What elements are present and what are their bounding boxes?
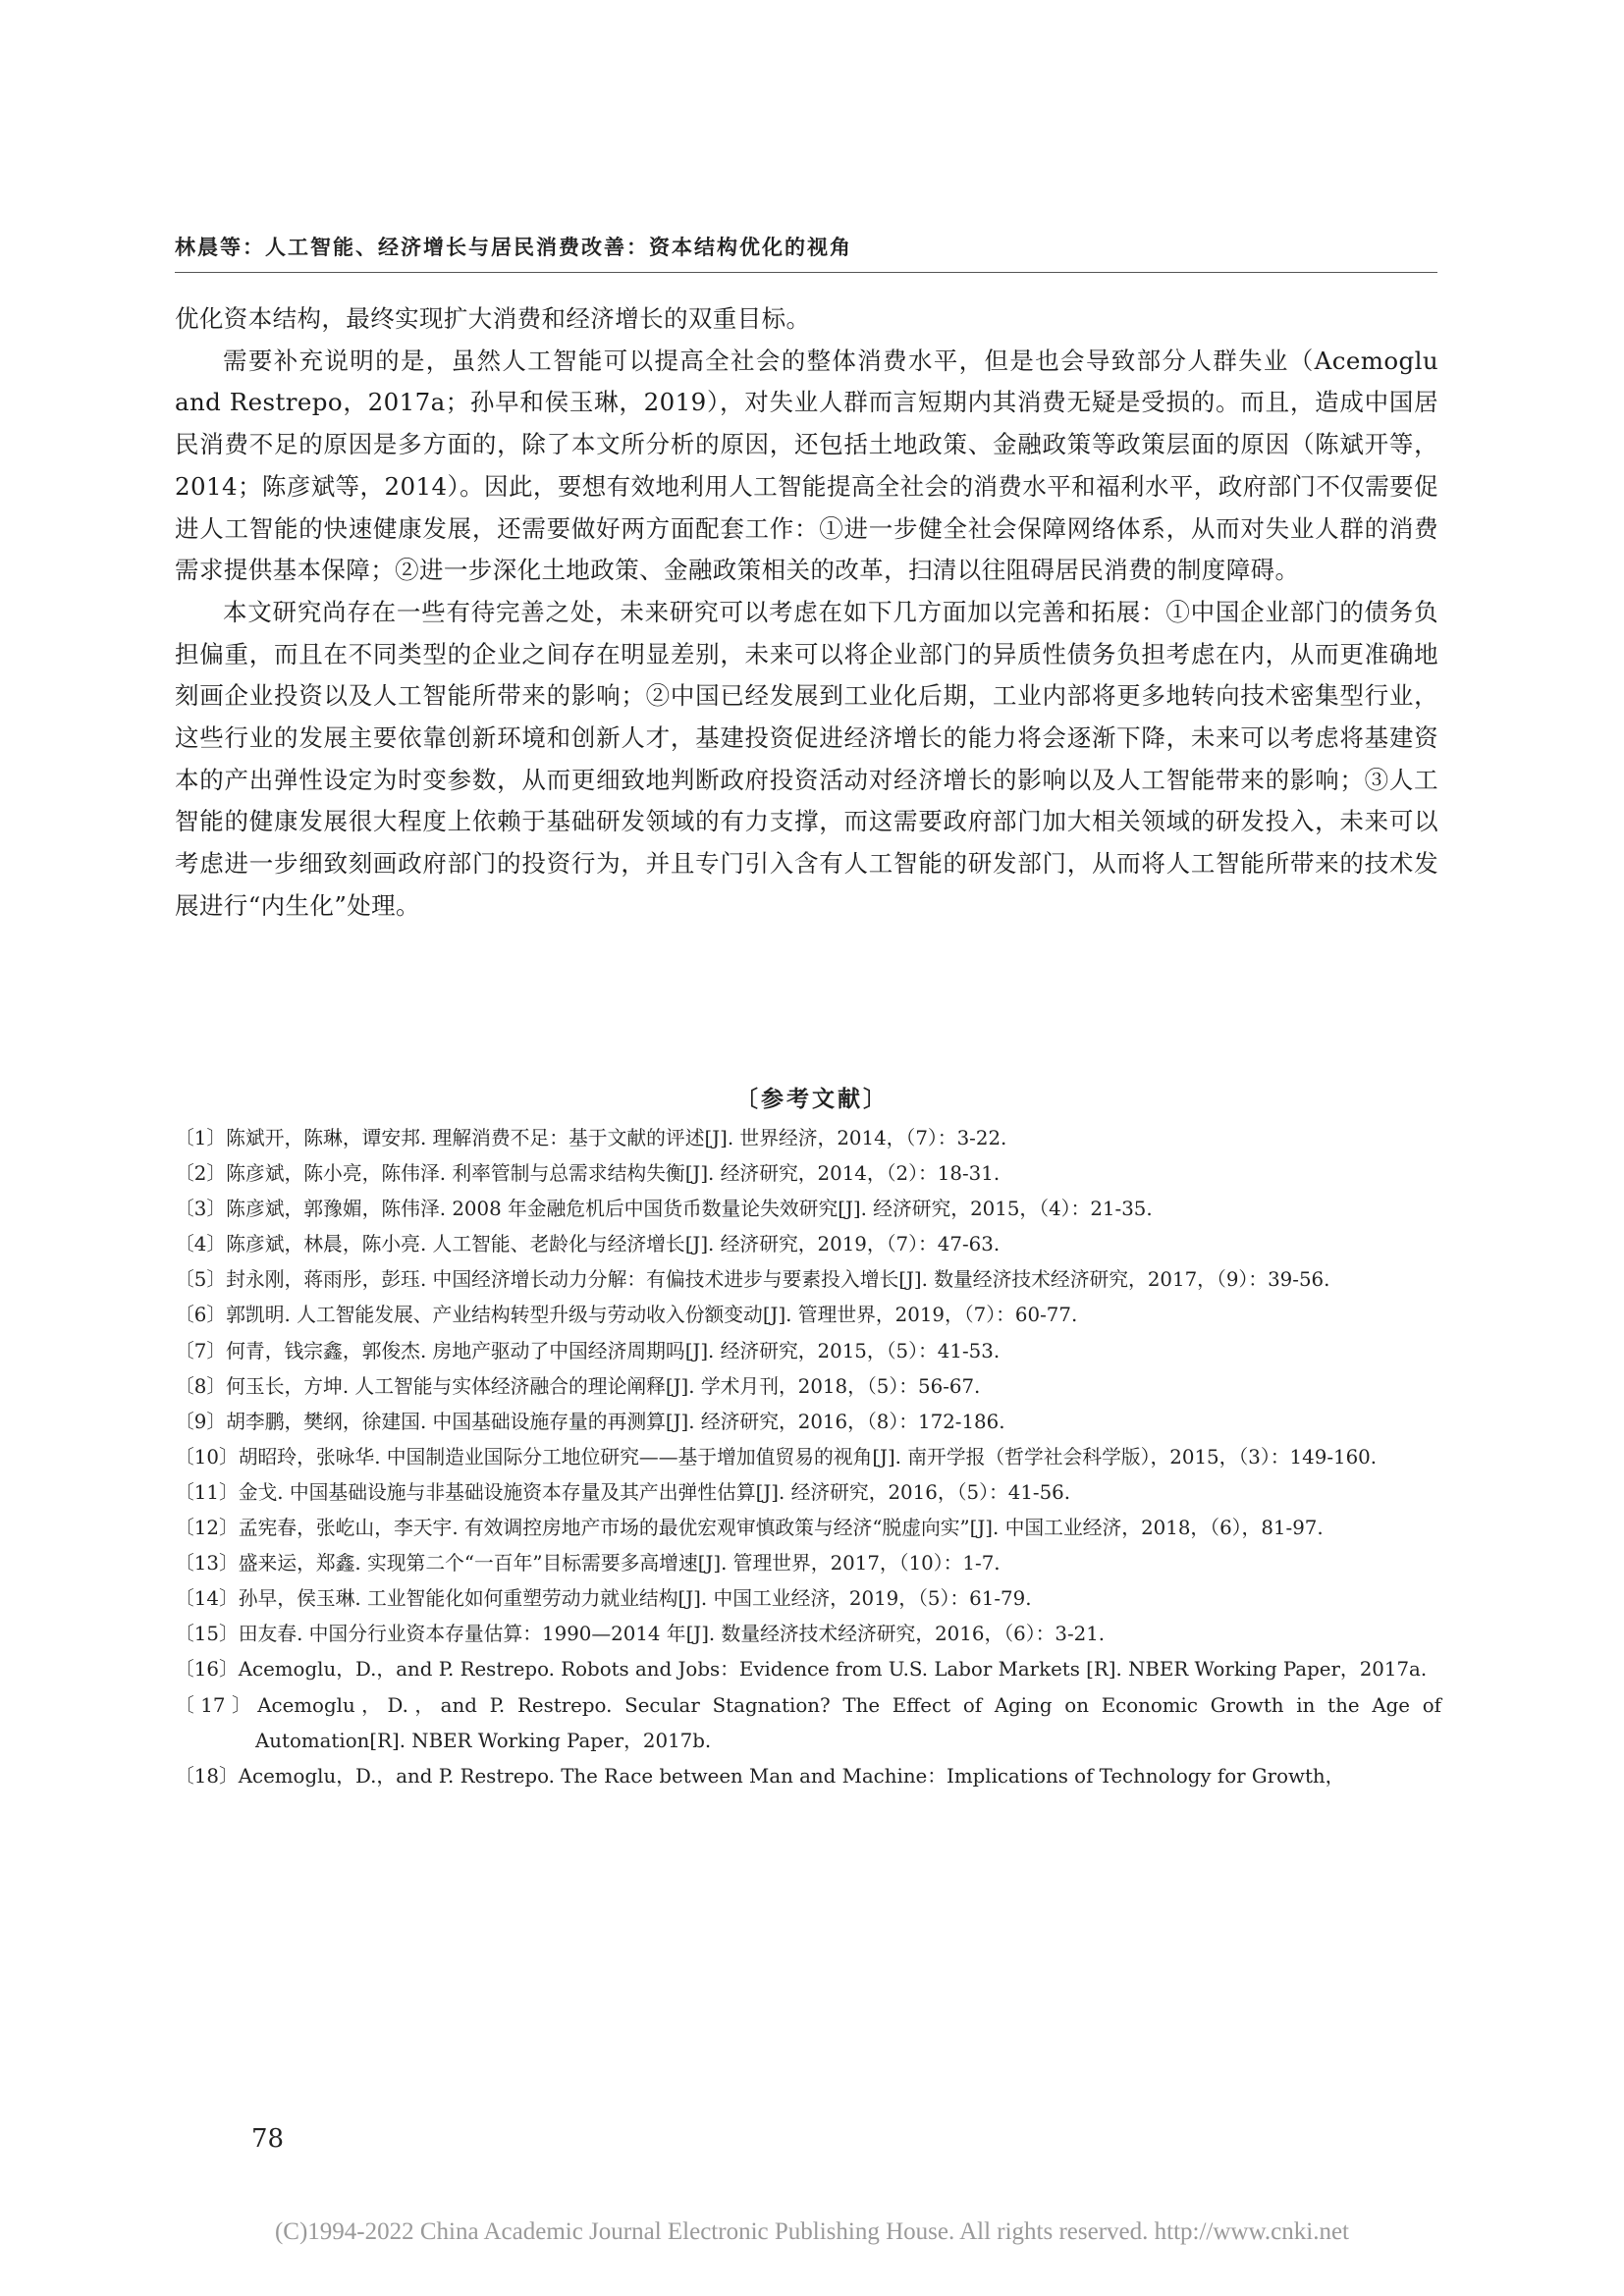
copyright-notice: (C)1994-2022 China Academic Journal Electronic Publishing House. All rights reserved. http://www.cnki.net <box>274 2218 1350 2245</box>
reference-item: 〔15〕田友春. 中国分行业资本存量估算：1990—2014 年[J]. 数量经济技术经济研究，2016，（6）：3-21. <box>175 1623 1106 1646</box>
reference-item: 〔2〕陈彦斌，陈小亮，陈伟泽. 利率管制与总需求结构失衡[J]. 经济研究，2014，（2）：18-31. <box>175 1162 1001 1186</box>
reference-item: 〔1〕陈斌开，陈琳，谭安邦. 理解消费不足：基于文献的评述[J]. 世界经济，2014，（7）：3-22. <box>175 1127 1007 1149</box>
reference-item: 〔6〕郭凯明. 人工智能发展、产业结构转型升级与劳动收入份额变动[J]. 管理世界，2019，（7）：60-77. <box>175 1304 1078 1327</box>
reference-item: 〔5〕封永刚，蒋雨彤，彭珏. 中国经济增长动力分解：有偏技术进步与要素投入增长[J]. 数量经济技术经济研究，2017，（9）：39-56. <box>175 1268 1330 1292</box>
body-text <box>175 298 1438 928</box>
reference-item: 〔3〕陈彦斌，郭豫媚，陈伟泽. 2008 年金融危机后中国货币数量论失效研究[J]. 经济研究，2015，（4）：21-35. <box>175 1198 1153 1221</box>
paragraph-continuation: 优化资本结构，最终实现扩大消费和经济增长的双重目标。 <box>175 304 811 333</box>
reference-item: 〔8〕何玉长，方坤. 人工智能与实体经济融合的理论阐释[J]. 学术月刊，2018，（5）：56-67. <box>175 1374 981 1398</box>
reference-item: 〔12〕孟宪春，张屹山，李天宇. 有效调控房地产市场的最优宏观审慎政策与经济“脱虚向实”[J]. 中国工业经济，2018，（6），81-97. <box>175 1517 1324 1540</box>
running-title: 林晨等：人工智能、经济增长与居民消费改善：资本结构优化的视角 <box>175 236 852 259</box>
reference-list <box>175 1121 1441 1794</box>
reference-item: 〔14〕孙早，侯玉琳. 工业智能化如何重塑劳动力就业结构[J]. 中国工业经济，2019，（5）：61-79. <box>175 1587 1032 1611</box>
reference-item: 〔16〕Acemoglu，D.，and P. Restrepo. Robots and Jobs：Evidence from U.S. Labor Markets [R]. NBER Working Paper，2017a. <box>175 1658 1428 1682</box>
reference-item: 〔13〕盛来运，郑鑫. 实现第二个“一百年”目标需要多高增速[J]. 管理世界，2017，（10）：1-7. <box>175 1552 1001 1575</box>
reference-item: 〔9〕胡李鹏，樊纲，徐建国. 中国基础设施存量的再测算[J]. 经济研究，2016，（8）：172-186. <box>175 1410 1005 1433</box>
page-number: 78 <box>251 2124 285 2154</box>
reference-item: 〔7〕何青，钱宗鑫，郭俊杰. 房地产驱动了中国经济周期吗[J]. 经济研究，2015，（5）：41-53. <box>175 1339 1001 1362</box>
reference-item: 〔11〕金戈. 中国基础设施与非基础设施资本存量及其产出弹性估算[J]. 经济研究，2016，（5）：41-56. <box>175 1480 1071 1504</box>
paragraph-future-research: 本文研究尚存在一些有待完善之处，未来研究可以考虑在如下几方面加以完善和拓展：①中国企业部门的债务负担偏重，而且在不同类型的企业之间存在明显差别，未来可以将企业部门的异质性债务负担考虑在内，从而更准确地刻画企业投资以及人工智能所带来的影响；②中国已经发展到工业化后期，工业内部将更多地转向技术密集型行业，这些行业的发展主要依靠创新环境和创新人才，基建投资促进经济增长的能力将会逐渐下降，未来可以考虑将基建资本的产出弹性设定为时变参数，从而更细致地判断政府投资活动对经济增长的影响以及人工智能带来的影响；③人工智能的健康发展很大程度上依赖于基础研发领域的有力支撑，而这需要政府部门加大相关领域的研发投入，未来可以考虑进一步细致刻画政府部门的投资行为，并且专门引入含有人工智能的研发部门，从而将人工智能所带来的技术发展进行“内生化”处理。 <box>175 597 1438 920</box>
paragraph-supplement: 需要补充说明的是，虽然人工智能可以提高全社会的整体消费水平，但是也会导致部分人群失业（Acemoglu and Restrepo，2017a；孙早和侯玉琳，2019），对失业人群而言短期内其消费无疑是受损的。而且，造成中国居民消费不足的原因是多方面的，除了本文所分析的原因，还包括土地政策、金融政策等政策层面的原因（陈斌开等，2014；陈彦斌等，2014）。因此，要想有效地利用人工智能提高全社会的消费水平和福利水平，政府部门不仅需要促进人工智能的快速健康发展，还需要做好两方面配套工作：①进一步健全社会保障网络体系，从而对失业人群的消费需求提供基本保障；②进一步深化土地政策、金融政策相关的改革，扫清以往阻碍居民消费的制度障碍。 <box>175 346 1438 585</box>
header-rule <box>175 272 1437 273</box>
references-heading: 〔参考文献〕 <box>735 1087 889 1112</box>
reference-item: 〔4〕陈彦斌，林晨，陈小亮. 人工智能、老龄化与经济增长[J]. 经济研究，2019，（7）：47-63. <box>175 1233 1001 1256</box>
reference-item: 〔10〕胡昭玲，张咏华. 中国制造业国际分工地位研究——基于增加值贸易的视角[J]. 南开学报（哲学社会科学版），2015，（3）：149-160. <box>175 1445 1378 1468</box>
reference-item: 〔17〕Acemoglu，D.，and P. Restrepo. Secular Stagnation? The Effect of Aging on Economic Growth in the Age of Automation[R]. NBER Working Paper，2017b. <box>175 1693 1441 1752</box>
reference-item: 〔18〕Acemoglu，D.，and P. Restrepo. The Race between Man and Machine：Implications of Technology for Growth， <box>175 1764 1345 1788</box>
